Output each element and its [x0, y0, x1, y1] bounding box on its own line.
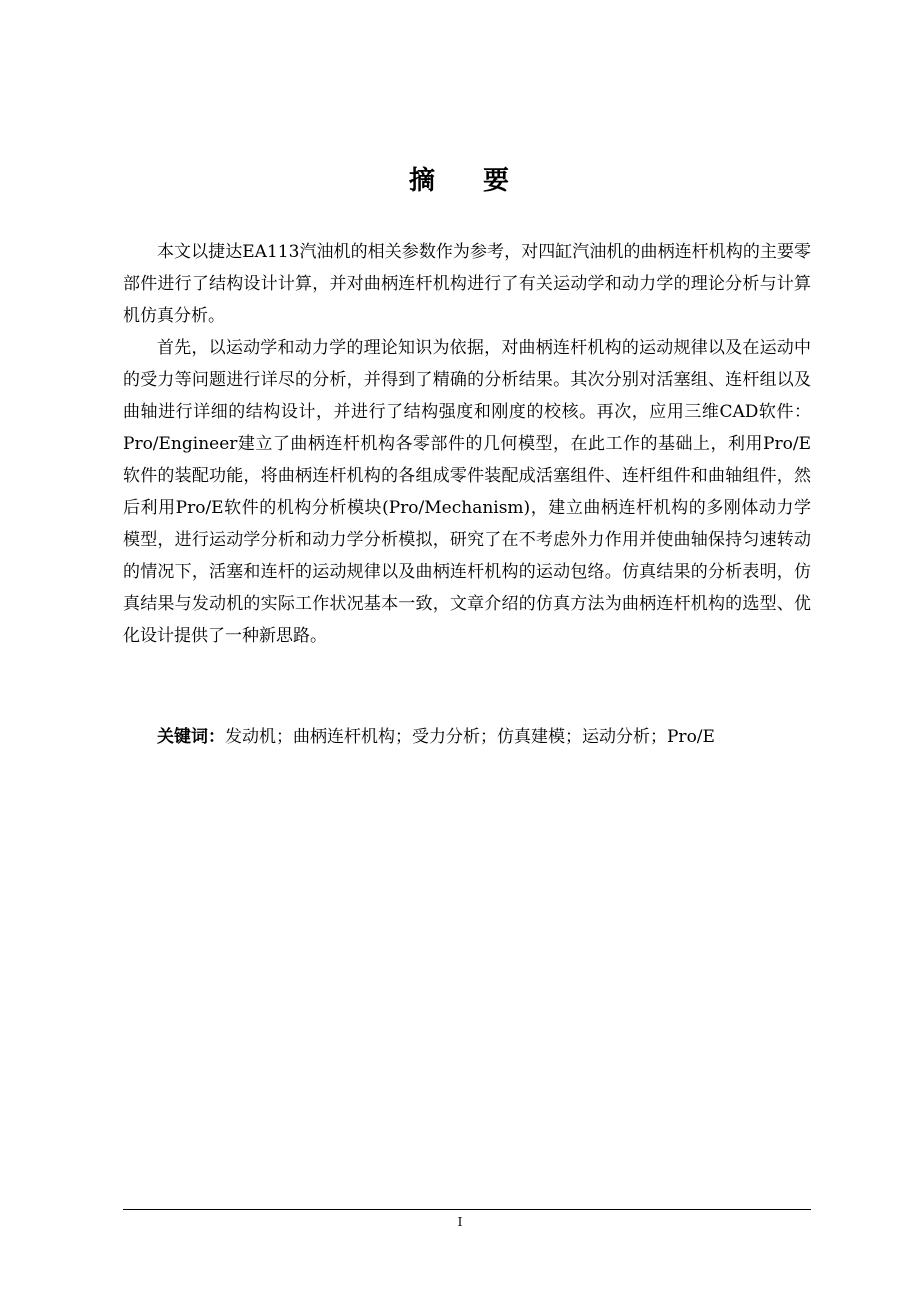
footer-divider	[123, 1209, 811, 1210]
keywords-label: 关键词：	[157, 727, 225, 747]
abstract-paragraph-1: 本文以捷达EA113汽油机的相关参数作为参考，对四缸汽油机的曲柄连杆机构的主要零部件进行了结构设计计算，并对曲柄连杆机构进行了有关运动学和动力学的理论分析与计算机仿真分析。	[123, 242, 811, 326]
page-number: I	[457, 1215, 463, 1229]
heading-char-1: 摘	[408, 166, 437, 196]
abstract-heading	[0, 160, 920, 197]
heading-char-2: 要	[483, 166, 512, 196]
abstract-body	[123, 236, 811, 652]
keywords-line	[157, 721, 817, 753]
abstract-paragraph-2: 首先，以运动学和动力学的理论知识为依据，对曲柄连杆机构的运动规律以及在运动中的受力等问题进行详尽的分析，并得到了精确的分析结果。其次分别对活塞组、连杆组以及曲轴进行详细的结构设计，并进行了结构强度和刚度的校核。再次，应用三维CAD软件：Pro/Engineer建立了曲柄连杆机构各零部件的几何模型，在此工作的基础上，利用Pro/E软件的装配功能，将曲柄连杆机构的各组成零件装配成活塞组件、连杆组件和曲轴组件，然后利用Pro/E软件的机构分析模块(Pro/Mechanism)，建立曲柄连杆机构的多刚体动力学模型，进行运动学分析和动力学分析模拟，研究了在不考虑外力作用并使曲轴保持匀速转动的情况下，活塞和连杆的运动规律以及曲柄连杆机构的运动包络。仿真结果的分析表明，仿真结果与发动机的实际工作状况基本一致，文章介绍的仿真方法为曲柄连杆机构的选型、优化设计提供了一种新思路。	[123, 338, 811, 646]
keywords-text: 发动机；曲柄连杆机构；受力分析；仿真建模；运动分析；Pro/E	[225, 727, 715, 747]
